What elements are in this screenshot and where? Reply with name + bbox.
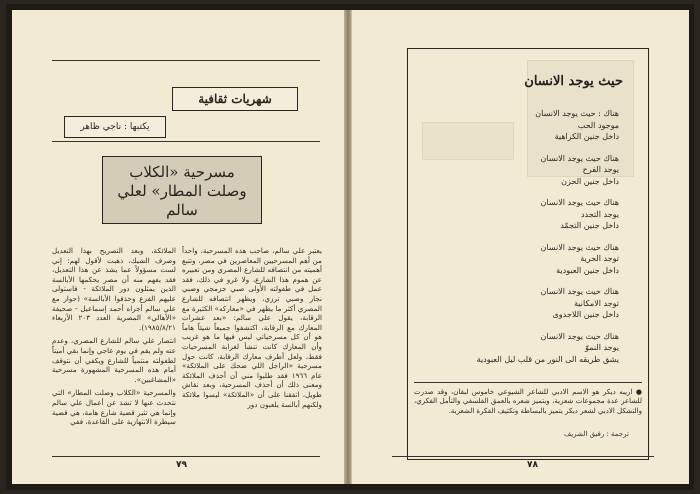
- author-byline: يكتبها : ناجي ظاهر: [80, 122, 150, 132]
- stanza: [409, 197, 619, 232]
- note-rule: [414, 382, 642, 383]
- article-title: مسرحية «الكلاب وصلت المطار» لعلي سالم: [117, 163, 247, 219]
- stanza: [409, 242, 619, 277]
- bottom-rule: [52, 456, 320, 457]
- translator-credit: ترجمة : رفيق الشريف: [563, 430, 629, 438]
- stanza: [409, 331, 619, 366]
- stanza: [409, 286, 619, 321]
- column-left-paragraph-3: والمسرحية «الكلاب وصلت المطار» التي نتحدث عنها لا تشذ عن أعمال علي سالم وإنما هي تثير قضية شارع هامة، هي قضية سيطرة الانتهازية على القاعدة، ففي: [52, 388, 176, 427]
- bottom-rule: [392, 456, 654, 457]
- poem-line: هناك حيث يوجد الانسان: [540, 331, 619, 341]
- poem-line: هناك حيث يوجد الانسان: [540, 242, 619, 252]
- article-column-left: [52, 246, 176, 451]
- poem-line: هناك حيث يوجد الانسان: [540, 198, 619, 207]
- page-number-right: ٧٨: [527, 460, 538, 470]
- section-title-box: [172, 87, 298, 111]
- poem-body: [409, 108, 619, 375]
- poem-line: توجد الحرية: [580, 254, 619, 263]
- poet-note-text: ● اريبه ديكر هو الاسم الادبي للشاعر الشيوعي خاموس لبقان، وقد صدرت للشاعر عدة مجموعات شعرية، ويتميز شعره بالعمق الفلسفي والتأمل الفكري، والتشكل الادبي لشعر ديكر يتميز بالبساطة وتكثيف الفكرة الشعرية.: [414, 388, 642, 415]
- column-left-paragraph-2: انتصار علي سالم للشارع المصري، وعدم عنه ولم يقم في يوم عاجي وإنما بقي أميناً لطفولته منتمياً للشارع ويكفي أن نتوقف أمام هذه المسرحية المشهورة مسرحية «المشاغبين».: [52, 336, 176, 384]
- poem-line: داخل جنين العبودية: [556, 265, 619, 275]
- poem-line: يوجد الفرح: [582, 165, 619, 174]
- article-title-box: [102, 156, 262, 224]
- open-book: [6, 4, 694, 490]
- poem-line: هناك حيث يوجد الانسان: [540, 153, 619, 163]
- article-column-right: [182, 246, 322, 451]
- poem-line: داخل جنين الحزن: [561, 176, 619, 186]
- right-page: [351, 10, 689, 484]
- poem-title: حيث يوجد الانسان: [524, 74, 623, 89]
- poem-line: يشق طريقه الى النور من قلب ليل العبودية: [476, 354, 619, 364]
- column-right-text: يعتبر علي سالم، صاحب هذه المسرحية، واحداً من أهم المسرحيين المعاصرين في مصر، وتتبع أهميته من انتصافه للشارع المصري ومن تعبيره عن هموم هذا الشارع، ولا غرو في ذلك، فقد عمل في طفولته الأولى صبي جزمجي وصبي نجار وصبي ترزي، ويظهر انتصافه للشارع المصري أكثر ما يظهر في «معاركه» الكثيرة مع الرقابة، يقول علي سالم: «بعد عشرات المعارك مع الرقابة، اكتشفوا جميعاً شيئاً هاماً هو أن كل مسرحياتي ليس فيها ما هو غريب وأن المعارك كانت تنشأ لغرابة المسرحيات فقط، ولعل أطرف معارك الرقابة، كانت حول مسرحية «الراجل اللي ضحك على الملائكة» عام ١٩٦٦ فقد طلبوا مني أن أحذف الملائكة ومعنى ذلك أن أحذف المسرحية، وبعد نقاش طويل، اتفقنا على أن «الملائكة» ليسوا ملائكة ولكنهم أبالسة يلعبون دور: [182, 246, 322, 409]
- poem-line: داخل جنين الكراهية: [554, 132, 619, 141]
- left-page: [12, 10, 346, 484]
- stanza: [409, 153, 619, 188]
- poem-line: موجود الحب: [577, 120, 619, 130]
- poem-line: توجد الامكانية: [574, 298, 619, 308]
- poem-line: داخل جنين اللاجدوى: [552, 310, 619, 319]
- page-number-left: ٧٩: [176, 460, 187, 470]
- column-left-paragraph-1: الملائكة، وبعد التصريح بهذا التعديل وصرف الشيك، ذهبت لأقول لهم: إني لست مسؤولاً عما يشذ عن هذا التعديل، فقد يفهم منه أن مصر يحكمها الأبالسة الذين يمثلون دور الملائكة - فاستولى عليهم الفزع وحذفوا الأبالسة» (حوار مع علي سالم أجراه أحمد إسماعيل - صحيفة «الأهالي» المصرية العدد ٢٠٣ الأربعاء ١٩٨٥/٨/٢١).: [52, 246, 176, 332]
- poem-line: يوجد النموّ: [585, 343, 619, 352]
- poet-note: [414, 388, 642, 416]
- author-box: [64, 116, 166, 138]
- mid-rule: [52, 141, 320, 142]
- stanza: [409, 108, 619, 143]
- poem-line: هناك حيث يوجد الانسان: [540, 287, 619, 296]
- top-rule: [52, 60, 320, 61]
- poem-line: يوجد التجدد: [580, 209, 619, 219]
- poem-line: داخل جنين التجمّد: [560, 221, 619, 230]
- section-title: شهريات ثقافية: [198, 92, 272, 106]
- poem-line: هناك : حيث يوجد الانسان: [535, 109, 619, 118]
